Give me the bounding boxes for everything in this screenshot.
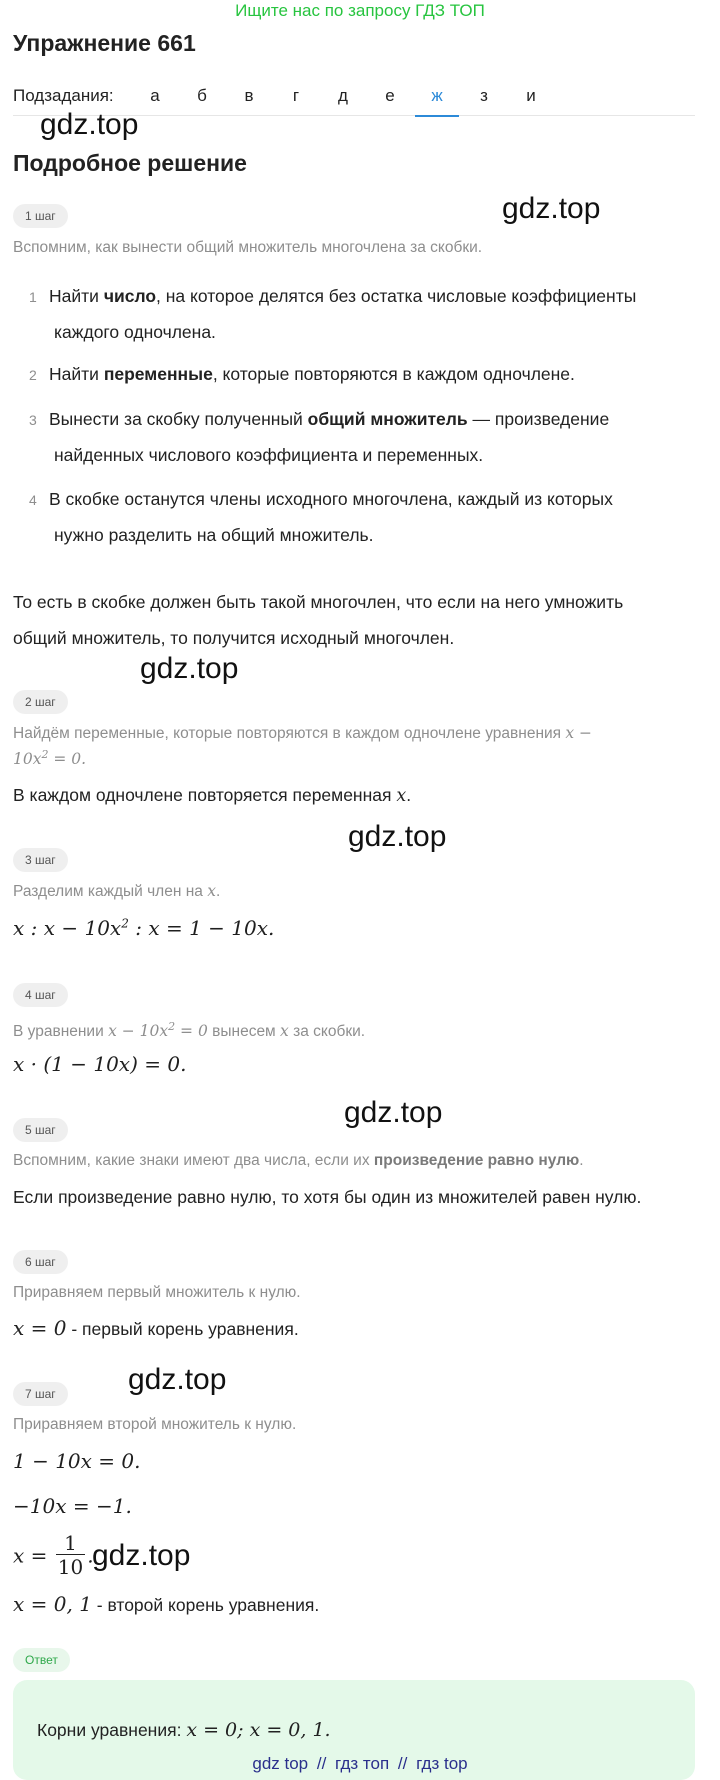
step-hint: Вспомним, как вынести общий множитель многочлена за скобки.: [13, 239, 483, 256]
solution-heading: Подробное решение: [13, 150, 247, 176]
footer-link[interactable]: гдз top: [416, 1754, 468, 1773]
tab-v[interactable]: в: [244, 86, 254, 105]
step-hint: [13, 1150, 584, 1172]
watermark: gdz.top: [128, 1363, 227, 1396]
step-badge: 6 шаг: [13, 1250, 68, 1274]
watermark: gdz.top: [92, 1539, 191, 1572]
step-hint-bold: произведение равно нулю: [373, 1152, 580, 1169]
step-text: Если произведение равно нулю, то хотя бы один из множителей равен нулю.: [13, 1187, 642, 1207]
inline-math: x − 10x: [108, 1022, 169, 1041]
step-badge: 4 шаг: [13, 983, 68, 1007]
list-item-text: , на которое делятся без остатка числовые коэффициенты: [156, 286, 637, 306]
inline-math: = 0.: [48, 750, 87, 769]
fraction-denominator: 10: [57, 1555, 84, 1579]
list-item-text: — произведение: [467, 409, 610, 429]
inline-math: x = 0, 1: [13, 1592, 92, 1616]
step-text-part: - второй корень уравнения.: [91, 1595, 320, 1615]
equation: x · (1 − 10x) = 0.: [13, 1052, 187, 1076]
tab-z[interactable]: з: [480, 86, 488, 105]
summary-text: общий множитель, то получится исходный многочлен.: [13, 628, 455, 648]
list-item-bold: число: [103, 286, 157, 306]
step-badge: 3 шаг: [13, 848, 68, 872]
watermark: gdz.top: [502, 192, 601, 225]
footer-links: [0, 1754, 720, 1774]
list-item-bold: переменные: [103, 364, 213, 384]
step-hint-text: В уравнении: [13, 1023, 109, 1041]
watermark: gdz.top: [344, 1096, 443, 1129]
equation-part: .: [87, 1543, 94, 1568]
subtasks-label: Подзадания:: [13, 86, 114, 105]
page-title: Упражнение 661: [13, 30, 196, 56]
inline-math: = 0: [175, 1022, 208, 1041]
inline-math: x = 0: [13, 1316, 67, 1340]
watermark: gdz.top: [140, 652, 239, 685]
answer-label: Корни уравнения:: [37, 1720, 187, 1740]
step-hint-text: Найдём переменные, которые повторяются в каждом одночлене уравнения: [13, 725, 566, 742]
summary-text: То есть в скобке должен быть такой многочлен, что если на него умножить: [13, 592, 624, 612]
watermark: gdz.top: [40, 108, 139, 141]
footer-link[interactable]: гдз топ: [335, 1754, 390, 1773]
step-text: [13, 1316, 299, 1341]
step-hint-text: вынесем: [207, 1023, 281, 1041]
list-item-text: , которые повторяются в каждом одночлене.: [212, 364, 575, 384]
equation: −10x = −1.: [13, 1494, 132, 1518]
step-hint: [13, 1016, 365, 1043]
answer-text: [37, 1718, 331, 1742]
inline-math: x: [396, 786, 407, 806]
step-text: [13, 783, 411, 808]
equation: [13, 916, 274, 940]
list-item: [49, 401, 689, 437]
step-text-part: В каждом одночлене повторяется переменная: [13, 785, 397, 805]
list-number: 2: [29, 367, 37, 383]
inline-math-sup: 2: [41, 748, 49, 761]
step-badge: 7 шаг: [13, 1382, 68, 1406]
answer-math: x = 0; x = 0, 1.: [186, 1719, 331, 1741]
step-hint-text: Разделим каждый член на: [13, 883, 208, 900]
step-badge: 1 шаг: [13, 204, 68, 228]
tab-g[interactable]: г: [292, 86, 300, 105]
inline-math: x: [207, 882, 216, 900]
step-hint: Приравняем второй множитель к нулю.: [13, 1416, 297, 1433]
footer-link[interactable]: gdz top: [252, 1754, 309, 1773]
tab-d[interactable]: д: [338, 86, 348, 105]
list-item: [49, 356, 689, 392]
equation-part: : x = 1 − 10x.: [128, 916, 275, 940]
step-hint: [13, 722, 653, 745]
list-item-text: Вынести за скобку полученный: [49, 409, 308, 429]
step-badge: 5 шаг: [13, 1118, 68, 1142]
step-hint-text: .: [215, 883, 221, 900]
tab-zh-active[interactable]: ж: [415, 86, 459, 106]
fraction: [56, 1532, 85, 1579]
list-number: 4: [29, 492, 37, 508]
tab-a[interactable]: а: [150, 86, 160, 105]
equation-sup: 2: [121, 916, 129, 931]
list-item-text: Найти: [49, 286, 104, 306]
list-item-text: Найти: [49, 364, 104, 384]
list-number: 1: [29, 289, 37, 305]
equation: 1 − 10x = 0.: [13, 1449, 141, 1473]
list-item-continuation: найденных числового коэффициента и переменных.: [54, 445, 484, 465]
list-item-bold: общий множитель: [307, 409, 468, 429]
equation-part: x =: [13, 1543, 48, 1568]
footer-separator: //: [397, 1754, 408, 1773]
list-item-continuation: нужно разделить на общий множитель.: [54, 525, 374, 545]
inline-math-sup: 2: [168, 1020, 176, 1033]
list-item: [49, 278, 689, 314]
tab-e[interactable]: е: [385, 86, 395, 105]
step-hint-text: .: [579, 1152, 584, 1169]
inline-math: x: [280, 1022, 289, 1041]
step-hint: [13, 880, 220, 903]
step-text-part: - первый корень уравнения.: [66, 1319, 299, 1339]
step-hint: Приравняем первый множитель к нулю.: [13, 1284, 301, 1301]
step-hint-math: [13, 744, 86, 771]
tab-i[interactable]: и: [526, 86, 536, 105]
fraction-numerator: 1: [56, 1532, 85, 1555]
equation-fraction: [13, 1532, 94, 1579]
equation-part: x : x − 10x: [13, 916, 122, 940]
footer-separator: //: [316, 1754, 327, 1773]
step-text: [13, 1592, 319, 1617]
step-text-part: .: [406, 785, 412, 805]
step-hint-text: за скобки.: [288, 1023, 366, 1041]
list-number: 3: [29, 412, 37, 428]
list-item-continuation: каждого одночлена.: [54, 322, 216, 342]
search-banner: Ищите нас по запросу ГДЗ ТОП: [235, 1, 485, 20]
step-badge: 2 шаг: [13, 690, 68, 714]
watermark: gdz.top: [348, 820, 447, 853]
list-item: В скобке останутся члены исходного многочлена, каждый из которых: [49, 489, 613, 509]
step-hint-text: Вспомним, какие знаки имеют два числа, если их: [13, 1152, 374, 1169]
inline-math: x −: [565, 724, 593, 742]
tab-b[interactable]: б: [197, 86, 207, 105]
inline-math: 10x: [13, 750, 42, 769]
answer-badge: Ответ: [13, 1648, 70, 1672]
